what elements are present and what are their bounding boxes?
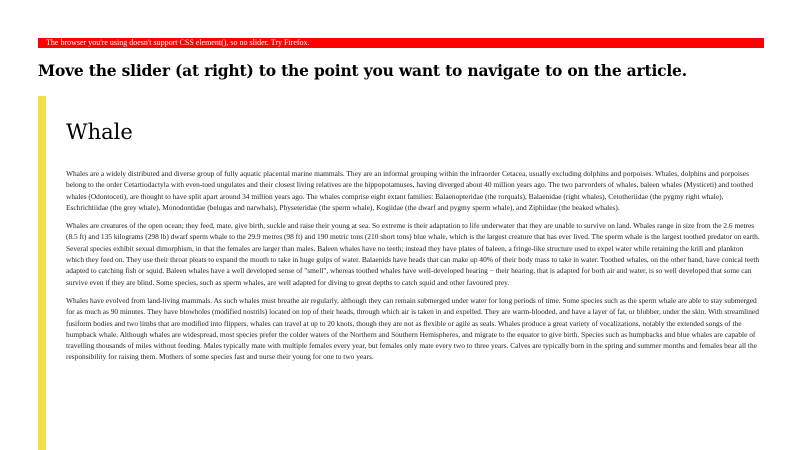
- article-content: [38, 96, 766, 450]
- article-paragraph: Whales have evolved from land-living mammals. As such whales must breathe air regularly, although they can remain submerged under water for long periods of time. Some species such as the sperm whale are able to stay submerged for as much as 90 minutes. They have blowholes (modified nostrils) located on top of their heads, through which air is taken in and expelled. They are warm-blooded, and have a layer of fat, or blubber, under the skin. With streamlined fusiform bodies and two limbs that are modified into flippers, whales can travel at up to 20 knots, though they are not as flexible or agile as seals. Whales produce a great variety of vocalizations, notably the extended songs of the humpback whale. Although whales are widespread, most species prefer the colder waters of the Northern and Southern Hemispheres, and migrate to the equator to give birth. Species such as humpbacks and blue whales are capable of travelling thousands of miles without feeding. Males typically mate with multiple females every year, but females only mate every two to three years. Calves are typically born in the spring and summer months and females bear all the responsibility for raising them. Mothers of some species fast and nurse their young for one to two years.: [66, 295, 759, 362]
- article-paragraph: Whales are a widely distributed and diverse group of fully aquatic placental marine mammals. They are an informal grouping within the infraorder Cetacea, usually excluding dolphins and porpoises. Whales, dolphins and porpoises belong to the order Cetartiodactyla with even-toed ungulates and their closest living relatives are the hippopotamuses, having diverged about 40 million years ago. The two parvorders of whales, baleen whales (Mysticeti) and toothed whales (Odontoceti), are thought to have split apart around 34 million years ago. The whales comprise eight extant families: Balaenopteridae (the rorquals), Balaenidae (right whales), Cetotheriidae (the pygmy right whale), Eschrichtiidae (the grey whale), Monodontidae (belugas and narwhals), Physeteridae (the sperm whale), Kogiidae (the dwarf and pygmy sperm whale), and Ziphiidae (the beaked whales).: [66, 169, 754, 212]
- article-paragraph: Whales are creatures of the open ocean; they feed, mate, give birth, suckle and raise their young at sea. So extreme is their adaptation to life underwater that they are unable to survive on land. Whales range in size from the 2.6 metres (8.5 ft) and 135 kilograms (298 lb) dwarf sperm whale to the 29.9 metres (98 ft) and 190 metric tons (210 short tons) blue whale, which is the largest creature that has ever lived. The sperm whale is the largest toothed predator on earth. Several species exhibit sexual dimorphism, in that the females are larger than males. Baleen whales have no teeth; instead they have plates of baleen, a fringe-like structure used to expel water while retaining the krill and plankton which they feed on. They use their throat pleats to expand the mouth to take in huge gulps of water. Balaenids have heads that can make up 40% of their body mass to take in water. Toothed whales, on the other hand, have conical teeth adapted to catching fish or squid. Baleen whales have a well developed sense of "smell", whereas toothed whales have well-developed hearing − their hearing, that is adapted for both air and water, is so well developed that some can survive even if they are blind. Some species, such as sperm whales, are well adapted for diving to great depths to catch squid and other favoured prey.: [66, 221, 760, 287]
- article-title: Whale: [66, 120, 133, 144]
- unsupported-browser-banner: The browser you're using doesn't support CSS element(), so no slider. Try Firefox.: [38, 38, 764, 48]
- slider-instruction-heading: Move the slider (at right) to the point you want to navigate to on the article.: [38, 61, 687, 80]
